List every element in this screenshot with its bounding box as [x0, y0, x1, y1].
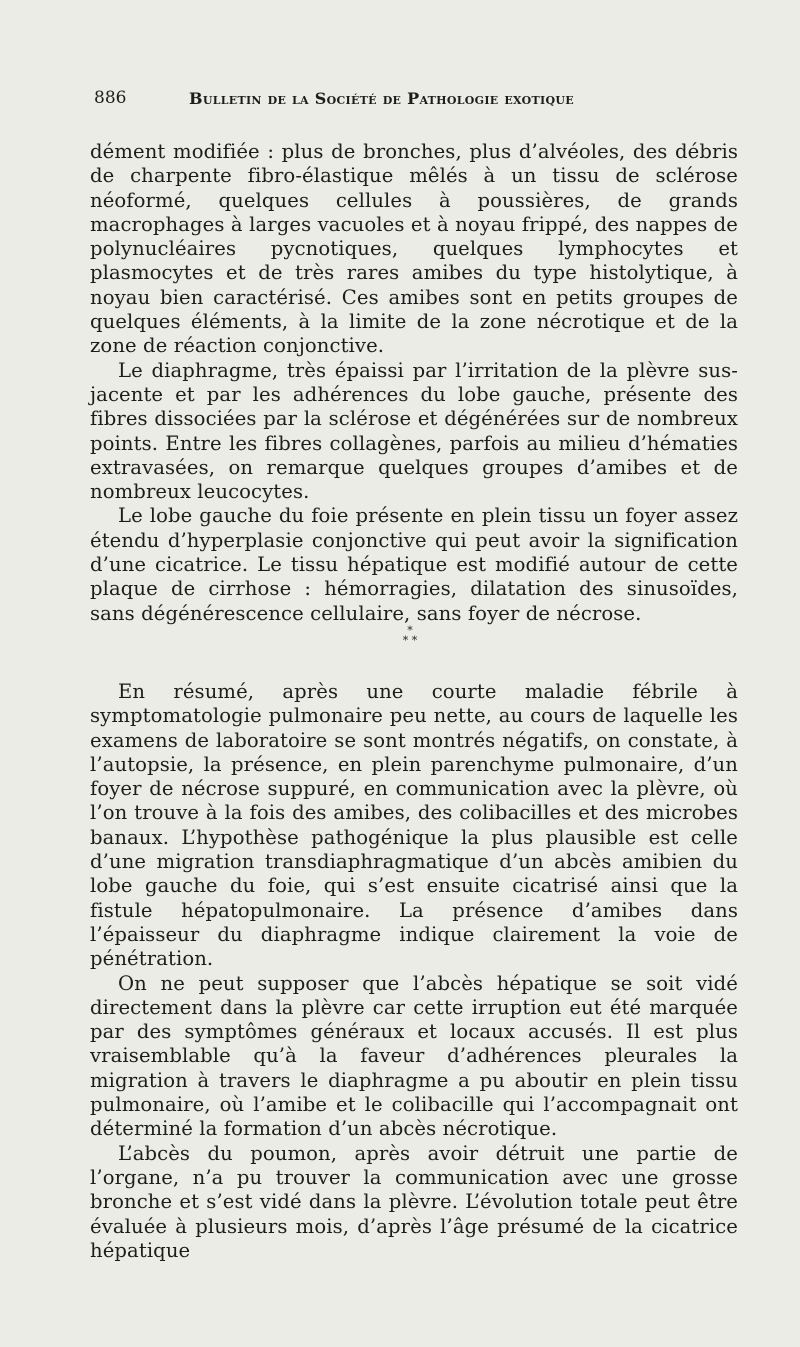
paragraph: On ne peut supposer que l’abcès hépatique se soit vidé directement dans la plèvre car cette irruption eut été marquée par des symptômes généraux et locaux accusés. Il est plus vraisemblable qu’à la faveur d’adhérences pleurales la migration à travers le diaphragme a pu aboutir en plein tissu pulmonaire, où l’amibe et le colibacille qui l’accompagnait ont déterminé la formation d’un abcès nécrotique.: [90, 971, 738, 1141]
paragraph: Le diaphragme, très épaissi par l’irritation de la plèvre sus-jacente et par les adhérences du lobe gauche, présente des fibres dissociées par la sclérose et dégénérées sur de nombreux points. Entre les fibres collagènes, parfois au milieu d’hématies extravasées, on remarque quelques groupes d’amibes et de nombreux leucocytes.: [90, 358, 738, 504]
paragraph: En résumé, après une courte maladie fébrile à symptomatologie pulmonaire peu nette, au cours de laquelle les examens de laboratoire se sont montrés négatifs, on constate, à l’autopsie, la présence, en plein parenchyme pulmonaire, d’un foyer de nécrose suppuré, en communication avec la plèvre, où l’on trouve à la fois des amibes, des colibacilles et des microbes banaux. L’hypothèse pathogénique la plus plausible est celle d’une migration transdiaphragmatique d’un abcès amibien du lobe gauche du foie, qui s’est ensuite cicatrisé ainsi que la fistule hépatopulmonaire. La présence d’amibes dans l’épaisseur du diaphragme indique clairement la voie de pénétration.: [90, 680, 738, 971]
section-separator: [380, 626, 440, 646]
page-number: 886: [94, 88, 127, 108]
page-header: [94, 88, 734, 116]
paragraph: Le lobe gauche du foie présente en plein tissu un foyer assez étendu d’hyperplasie conjonctive qui peut avoir la signification d’une cicatrice. Le tissu hépatique est modifié autour de cette plaque de cirrhose : hémorragies, dilatation des sinusoïdes, sans dégénérescence cellulaire, sans foyer de nécrose.: [90, 504, 738, 625]
paragraph: L’abcès du poumon, après avoir détruit une partie de l’organe, n’a pu trouver la communication avec une grosse bronche et s’est vidé dans la plèvre. L’évolution totale peut être évaluée à plusieurs mois, d’après l’âge présumé de la cicatrice hépatique: [90, 1141, 738, 1262]
asterism-top: *: [407, 624, 413, 637]
body-text-upper: [90, 140, 738, 626]
running-head: Bulletin de la Société de Pathologie exotique: [189, 89, 574, 108]
body-text-lower: [90, 680, 738, 1263]
asterism-bottom: * *: [402, 634, 418, 647]
paragraph: dément modifiée : plus de bronches, plus d’alvéoles, des débris de charpente fibro-élastique mêlés à un tissu de sclérose néoformé, quelques cellules à poussières, de grands macrophages à larges vacuoles et à noyau frippé, des nappes de polynucléaires pycnotiques, quelques lymphocytes et plasmocytes et de très rares amibes du type histolytique, à noyau bien caractérisé. Ces amibes sont en petits groupes de quelques éléments, à la limite de la zone nécrotique et de la zone de réaction conjonctive.: [90, 140, 738, 358]
